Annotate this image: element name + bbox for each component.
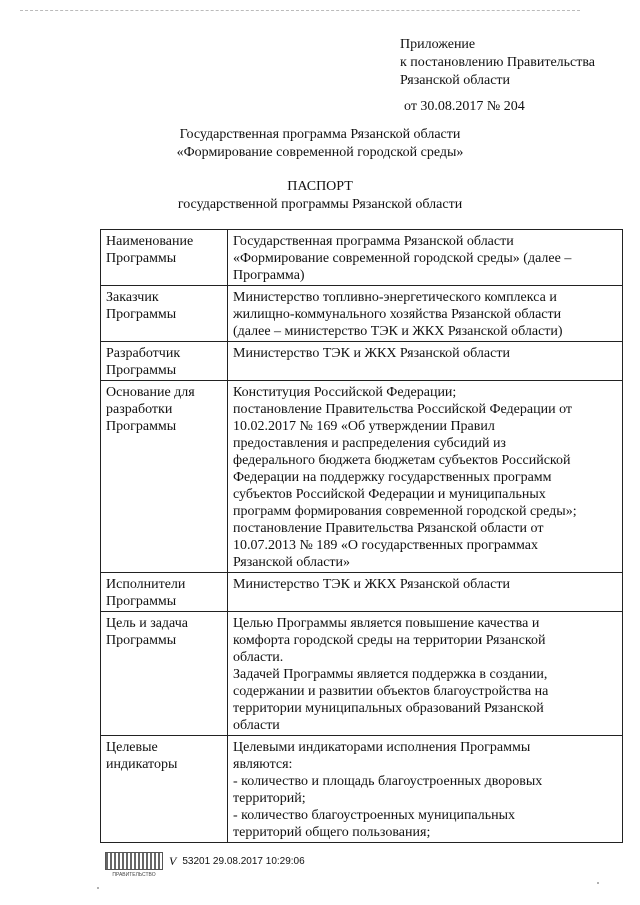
document-footer xyxy=(105,852,305,878)
value-line: 10.07.2013 № 189 «О государственных программах xyxy=(233,538,538,553)
table-row xyxy=(101,342,623,381)
row-value xyxy=(228,736,623,843)
label-line: Программы xyxy=(106,251,177,266)
scan-top-edge xyxy=(20,10,580,11)
value-line: территории муниципальных образований Рязанской xyxy=(233,701,544,716)
passport-subtitle: государственной программы Рязанской области xyxy=(177,197,463,212)
row-label xyxy=(101,230,228,286)
appendix-date: от 30.08.2017 № 204 xyxy=(404,99,525,114)
value-line: Рязанской области» xyxy=(233,555,351,570)
value-line: (далее – министерство ТЭК и ЖКХ Рязанской области) xyxy=(233,324,563,339)
government-seal-icon xyxy=(105,852,163,878)
label-line: Цель и задача xyxy=(106,616,188,631)
value-line: постановление Правительства Российской Федерации от xyxy=(233,402,573,417)
label-line: Наименование xyxy=(106,234,194,249)
passport-title: ПАСПОРТ xyxy=(287,179,353,194)
table-row xyxy=(101,381,623,573)
row-label xyxy=(101,381,228,573)
value-line: Целью Программы является повышение качества и xyxy=(233,616,540,631)
label-line: Исполнители xyxy=(106,577,186,592)
table-row xyxy=(101,573,623,612)
row-label xyxy=(101,736,228,843)
value-line: области. xyxy=(233,650,284,665)
appendix-line: к постановлению Правительства xyxy=(400,55,596,70)
label-line: разработки xyxy=(106,402,173,417)
row-value xyxy=(228,286,623,342)
appendix-line: Рязанской области xyxy=(400,73,511,88)
value-line: области xyxy=(233,718,280,733)
passport-table xyxy=(100,229,623,843)
program-title-line: «Формирование современной городской среды» xyxy=(176,145,464,160)
program-title xyxy=(0,126,640,162)
value-line: Государственная программа Рязанской области xyxy=(233,234,514,249)
value-line: Министерство ТЭК и ЖКХ Рязанской области xyxy=(233,346,510,361)
table-row xyxy=(101,230,623,286)
value-line: постановление Правительства Рязанской области от xyxy=(233,521,544,536)
registry-mark: V xyxy=(169,853,177,868)
registration-stamp: 53201 29.08.2017 10:29:06 xyxy=(182,855,305,867)
row-label xyxy=(101,286,228,342)
value-line: Конституция Российской Федерации; xyxy=(233,385,457,400)
value-line: «Формирование современной городской среды» (далее – xyxy=(233,251,572,266)
value-line: содержании и развитии объектов благоустройства на xyxy=(233,684,549,699)
value-line: жилищно-коммунального хозяйства Рязанской области xyxy=(233,307,562,322)
table-row xyxy=(101,286,623,342)
appendix-line: Приложение xyxy=(400,37,476,52)
value-line: федерального бюджета бюджетам субъектов Российской xyxy=(233,453,571,468)
table-row xyxy=(101,736,623,843)
label-line: Целевые xyxy=(106,740,158,755)
value-line: субъектов Российской Федерации и муниципальных xyxy=(233,487,546,502)
passport-heading xyxy=(0,178,640,214)
row-label xyxy=(101,342,228,381)
value-line: территорий общего пользования; xyxy=(233,825,431,840)
table-row xyxy=(101,612,623,736)
row-value xyxy=(228,381,623,573)
label-line: Программы xyxy=(106,419,177,434)
value-line: предоставления и распределения субсидий из xyxy=(233,436,506,451)
row-label xyxy=(101,573,228,612)
value-line: - количество и площадь благоустроенных дворовых xyxy=(233,774,543,789)
label-line: Разработчик xyxy=(106,346,181,361)
scan-speck xyxy=(597,882,599,884)
value-line: Министерство ТЭК и ЖКХ Рязанской области xyxy=(233,577,510,592)
value-line: Федерации на поддержку государственных программ xyxy=(233,470,552,485)
value-line: Целевыми индикаторами исполнения Программы xyxy=(233,740,531,755)
label-line: Программы xyxy=(106,363,177,378)
label-line: Программы xyxy=(106,633,177,648)
value-line: программ формирования современной городской среды»; xyxy=(233,504,577,519)
appendix-header xyxy=(400,36,595,116)
row-value xyxy=(228,573,623,612)
label-line: Программы xyxy=(106,594,177,609)
label-line: Заказчик xyxy=(106,290,159,305)
label-line: Программы xyxy=(106,307,177,322)
row-value xyxy=(228,612,623,736)
row-label xyxy=(101,612,228,736)
value-line: - количество благоустроенных муниципальных xyxy=(233,808,516,823)
label-line: индикаторы xyxy=(106,757,178,772)
row-value xyxy=(228,342,623,381)
scan-speck xyxy=(97,887,99,889)
value-line: территорий; xyxy=(233,791,306,806)
seal-text: ПРАВИТЕЛЬСТВО xyxy=(112,872,156,878)
value-line: комфорта городской среды на территории Рязанской xyxy=(233,633,546,648)
value-line: являются: xyxy=(233,757,293,772)
value-line: Задачей Программы является поддержка в создании, xyxy=(233,667,548,682)
value-line: Программа) xyxy=(233,268,305,283)
label-line: Основание для xyxy=(106,385,195,400)
value-line: Министерство топливно-энергетического комплекса и xyxy=(233,290,557,305)
row-value xyxy=(228,230,623,286)
value-line: 10.02.2017 № 169 «Об утверждении Правил xyxy=(233,419,495,434)
program-title-line: Государственная программа Рязанской области xyxy=(179,127,461,142)
